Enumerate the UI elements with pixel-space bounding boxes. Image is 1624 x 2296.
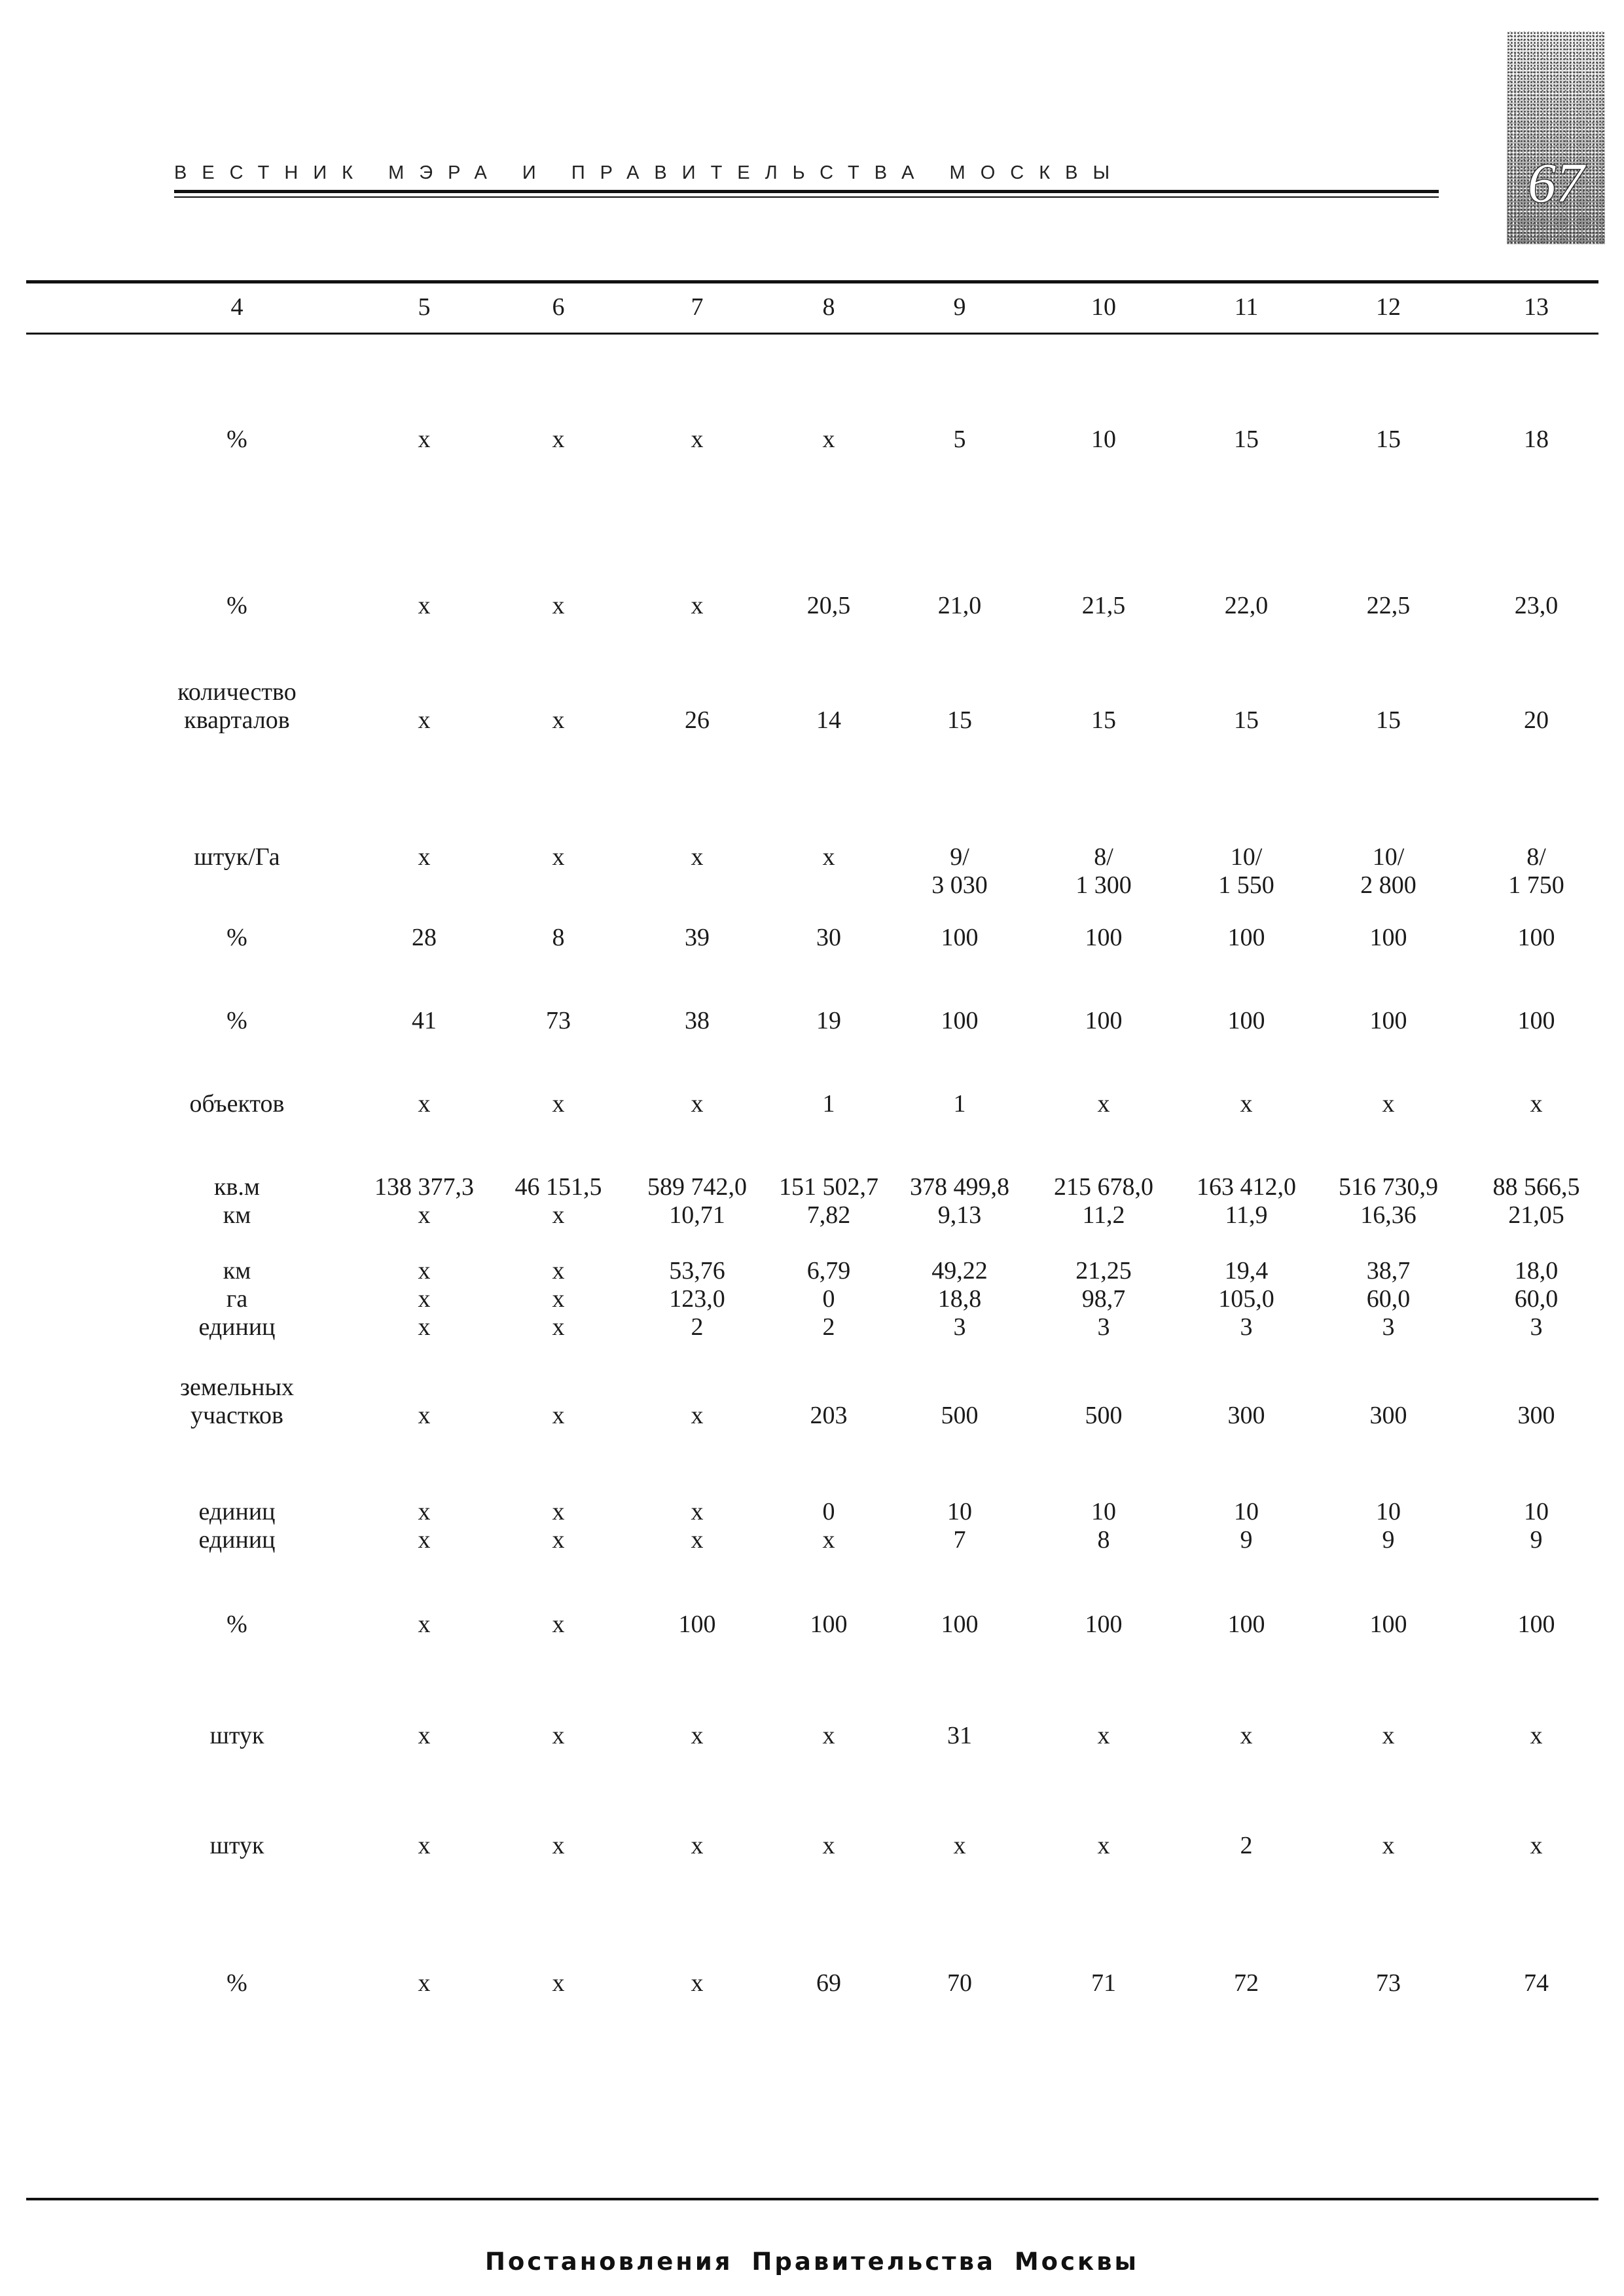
value-cell: 71 <box>1091 1969 1116 1997</box>
unit-cell: кв.м км <box>214 1173 260 1229</box>
value-cell: 100 <box>1227 1007 1265 1034</box>
value-cell: 589 742,0 10,71 <box>647 1173 747 1229</box>
value-cell: х <box>552 1611 565 1638</box>
value-cell: х <box>552 1722 565 1749</box>
value-cell: 10 <box>1091 426 1116 453</box>
value-cell: х <box>691 1402 704 1429</box>
value-cell: 53,76 123,0 2 <box>669 1257 725 1341</box>
value-cell: 22,5 <box>1366 592 1411 619</box>
value-cell: х <box>418 1722 431 1749</box>
value-cell: х <box>418 426 431 453</box>
value-cell: 100 <box>1369 924 1407 951</box>
value-cell: 100 <box>1085 924 1123 951</box>
value-cell: 49,22 18,8 3 <box>931 1257 988 1341</box>
column-number: 10 <box>1091 293 1116 321</box>
value-cell: х <box>822 843 835 871</box>
column-number: 6 <box>552 293 565 321</box>
value-cell: 14 <box>816 706 841 734</box>
value-cell: 38 <box>685 1007 710 1034</box>
value-cell: 18 <box>1524 426 1549 453</box>
value-cell: 70 <box>947 1969 972 1997</box>
value-cell: 500 <box>941 1402 979 1429</box>
page-number-badge <box>1507 31 1605 244</box>
column-number: 5 <box>418 293 431 321</box>
column-number-row <box>0 293 1624 319</box>
value-cell: 100 <box>1227 924 1265 951</box>
value-cell: 100 <box>941 924 979 951</box>
value-cell: 300 <box>1369 1402 1407 1429</box>
value-cell: 100 <box>1517 924 1555 951</box>
value-cell: 72 <box>1234 1969 1259 1997</box>
value-cell: 151 502,7 7,82 <box>779 1173 878 1229</box>
value-cell: х <box>822 1832 835 1859</box>
value-cell: х х <box>418 1498 431 1554</box>
value-cell: 10 7 <box>947 1498 972 1554</box>
value-cell: 30 <box>816 924 841 951</box>
value-cell: 516 730,9 16,36 <box>1339 1173 1438 1229</box>
value-cell: х <box>691 592 704 619</box>
value-cell: 378 499,8 9,13 <box>910 1173 1009 1229</box>
value-cell: 100 <box>1369 1611 1407 1638</box>
value-cell: 21,5 <box>1081 592 1126 619</box>
value-cell: 9/ 3 030 <box>931 843 988 899</box>
header-rule-thin <box>174 196 1439 198</box>
value-cell: 100 <box>1085 1007 1123 1034</box>
unit-cell: штук <box>209 1832 264 1859</box>
value-cell: 10 9 <box>1524 1498 1549 1554</box>
table-top-rule <box>26 280 1598 283</box>
value-cell: 5 <box>953 426 966 453</box>
value-cell: 10/ 1 550 <box>1218 843 1274 899</box>
value-cell: 2 <box>1240 1832 1253 1859</box>
column-number: 8 <box>822 293 835 321</box>
value-cell: 100 <box>810 1611 848 1638</box>
value-cell: 100 <box>678 1611 716 1638</box>
value-cell: 88 566,5 21,05 <box>1492 1173 1580 1229</box>
unit-cell: % <box>226 1007 247 1034</box>
column-number: 9 <box>953 293 966 321</box>
value-cell: 100 <box>1517 1611 1555 1638</box>
value-cell: х <box>418 592 431 619</box>
value-cell: х <box>1530 1832 1543 1859</box>
value-cell: 1 <box>953 1090 966 1118</box>
value-cell: х <box>418 1402 431 1429</box>
value-cell: 21,25 98,7 3 <box>1075 1257 1132 1341</box>
value-cell: 10 9 <box>1376 1498 1401 1554</box>
value-cell: х <box>691 1832 704 1859</box>
value-cell: х <box>691 1969 704 1997</box>
value-cell: х <box>418 1611 431 1638</box>
value-cell: 19 <box>816 1007 841 1034</box>
value-cell: х <box>418 1090 431 1118</box>
value-cell: х <box>552 1832 565 1859</box>
value-cell: 500 <box>1085 1402 1123 1429</box>
value-cell: 15 <box>1091 706 1116 734</box>
value-cell: 138 377,3 х <box>374 1173 474 1229</box>
unit-cell: % <box>226 426 247 453</box>
value-cell: х <box>552 1402 565 1429</box>
value-cell: х <box>1097 1832 1110 1859</box>
value-cell: 20 <box>1524 706 1549 734</box>
value-cell: 22,0 <box>1224 592 1269 619</box>
value-cell: 100 <box>1227 1611 1265 1638</box>
value-cell: 100 <box>941 1611 979 1638</box>
value-cell: 73 <box>546 1007 571 1034</box>
value-cell: х <box>691 843 704 871</box>
value-cell: х <box>691 1090 704 1118</box>
value-cell: х <box>1097 1722 1110 1749</box>
value-cell: 39 <box>685 924 710 951</box>
unit-cell: штук <box>209 1722 264 1749</box>
value-cell: 203 <box>810 1402 848 1429</box>
value-cell: 46 151,5 х <box>514 1173 602 1229</box>
value-cell: 15 <box>1234 426 1259 453</box>
value-cell: 100 <box>1517 1007 1555 1034</box>
value-cell: х <box>552 426 565 453</box>
value-cell: 15 <box>1376 706 1401 734</box>
column-number: 7 <box>691 293 704 321</box>
value-cell: 18,0 60,0 3 <box>1514 1257 1559 1341</box>
value-cell: 15 <box>1376 426 1401 453</box>
value-cell: х <box>822 1722 835 1749</box>
value-cell: х <box>418 1832 431 1859</box>
value-cell: х <box>953 1832 966 1859</box>
value-cell: 10 8 <box>1091 1498 1116 1554</box>
value-cell: 0 х <box>822 1498 835 1554</box>
value-cell: 19,4 105,0 3 <box>1218 1257 1274 1341</box>
value-cell: 73 <box>1376 1969 1401 1997</box>
unit-cell: объектов <box>189 1090 285 1118</box>
value-cell: х <box>552 1969 565 1997</box>
unit-cell: % <box>226 592 247 619</box>
value-cell: 8/ 1 300 <box>1075 843 1132 899</box>
value-cell: 100 <box>1369 1007 1407 1034</box>
value-cell: 15 <box>1234 706 1259 734</box>
value-cell: 23,0 <box>1514 592 1559 619</box>
column-number: 13 <box>1524 293 1549 321</box>
value-cell: 10/ 2 800 <box>1360 843 1416 899</box>
value-cell: х <box>1530 1090 1543 1118</box>
footer-section-title: Постановления Правительства Москвы <box>484 2248 1140 2276</box>
unit-cell: км га единиц <box>198 1257 276 1341</box>
value-cell: 15 <box>947 706 972 734</box>
value-cell: 26 <box>685 706 710 734</box>
value-cell: х х <box>691 1498 704 1554</box>
value-cell: х <box>1530 1722 1543 1749</box>
value-cell: х <box>418 843 431 871</box>
column-number: 4 <box>230 293 244 321</box>
value-cell: 28 <box>412 924 437 951</box>
value-cell: 163 412,0 11,9 <box>1197 1173 1296 1229</box>
value-cell: х <box>552 843 565 871</box>
table-bottom-rule <box>26 2198 1598 2200</box>
value-cell: 20,5 <box>806 592 851 619</box>
value-cell: 74 <box>1524 1969 1549 1997</box>
value-cell: 300 <box>1227 1402 1265 1429</box>
column-number: 12 <box>1376 293 1401 321</box>
value-cell: х <box>691 1722 704 1749</box>
value-cell: 38,7 60,0 3 <box>1366 1257 1411 1341</box>
value-cell: х х х <box>552 1257 565 1341</box>
value-cell: х <box>1240 1722 1253 1749</box>
journal-title: ВЕСТНИК МЭРА И ПРАВИТЕЛЬСТВА МОСКВЫ <box>174 162 1125 183</box>
value-cell: 41 <box>412 1007 437 1034</box>
unit-cell: % <box>226 924 247 951</box>
page-number: 67 <box>1528 151 1584 214</box>
value-cell: х <box>552 706 565 734</box>
value-cell: 21,0 <box>937 592 982 619</box>
value-cell: 215 678,0 11,2 <box>1054 1173 1153 1229</box>
value-cell: 8 <box>552 924 565 951</box>
unit-cell: штук/Га <box>194 843 280 871</box>
value-cell: 6,79 0 2 <box>806 1257 851 1341</box>
value-cell: х <box>552 592 565 619</box>
value-cell: 100 <box>1085 1611 1123 1638</box>
value-cell: 300 <box>1517 1402 1555 1429</box>
unit-cell: % <box>226 1969 247 1997</box>
header-rule <box>174 190 1439 193</box>
value-cell: х х х <box>418 1257 431 1341</box>
value-cell: х х <box>552 1498 565 1554</box>
value-cell: 1 <box>822 1090 835 1118</box>
value-cell: 8/ 1 750 <box>1508 843 1564 899</box>
value-cell: х <box>1097 1090 1110 1118</box>
unit-cell: единиц единиц <box>198 1498 276 1554</box>
value-cell: 100 <box>941 1007 979 1034</box>
value-cell: х <box>691 426 704 453</box>
value-cell: 10 9 <box>1234 1498 1259 1554</box>
value-cell: х <box>1382 1722 1395 1749</box>
column-number: 11 <box>1234 293 1259 321</box>
value-cell: 69 <box>816 1969 841 1997</box>
unit-cell: % <box>226 1611 247 1638</box>
unit-cell: количество кварталов <box>177 678 297 734</box>
value-cell: х <box>552 1090 565 1118</box>
value-cell: х <box>822 426 835 453</box>
value-cell: 31 <box>947 1722 972 1749</box>
value-cell: х <box>418 1969 431 1997</box>
table-header-rule <box>26 333 1598 335</box>
value-cell: х <box>1382 1090 1395 1118</box>
value-cell: х <box>1382 1832 1395 1859</box>
unit-cell: земельных участков <box>180 1374 294 1429</box>
value-cell: х <box>418 706 431 734</box>
value-cell: х <box>1240 1090 1253 1118</box>
